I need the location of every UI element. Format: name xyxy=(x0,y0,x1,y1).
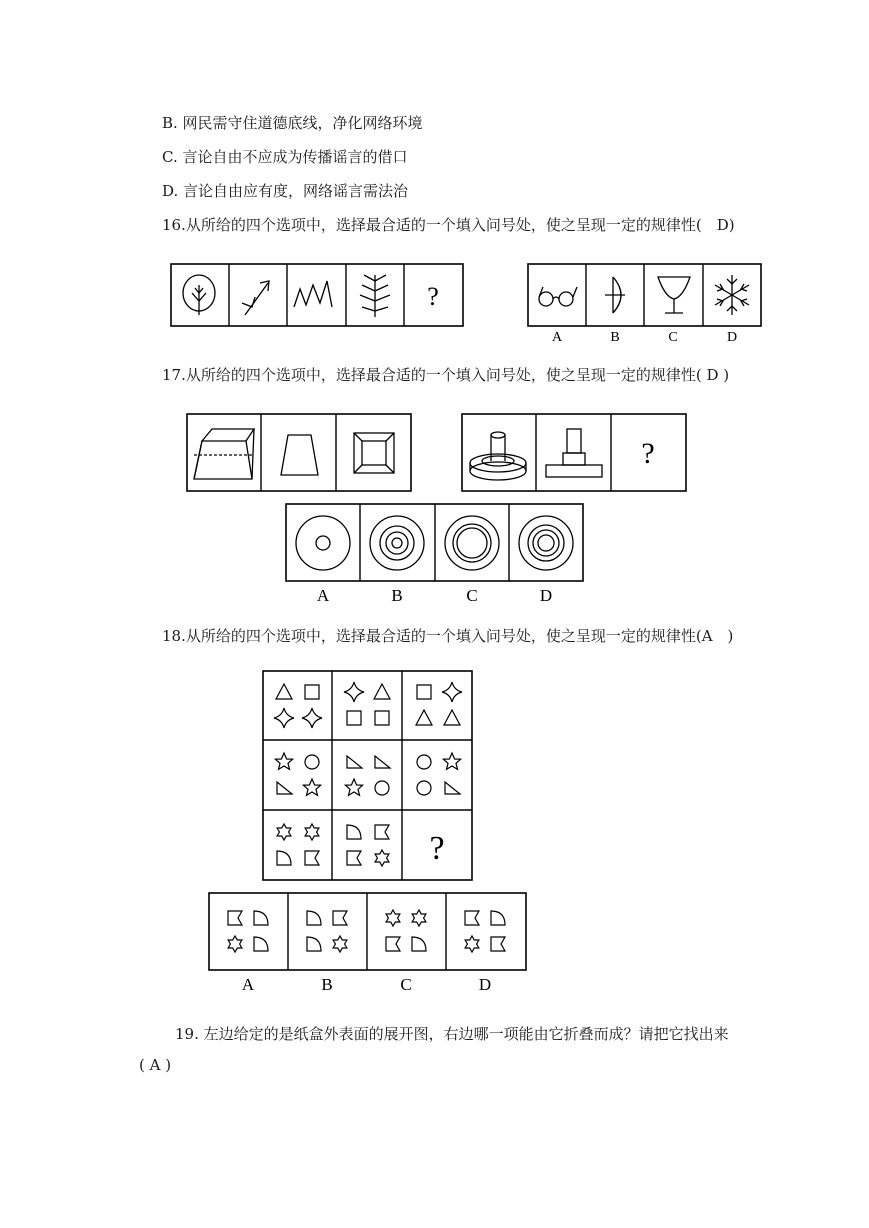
q18-options-figure xyxy=(208,892,528,996)
q18-option-b-shapes xyxy=(307,911,347,952)
trapezoid-figure xyxy=(281,435,318,475)
question-18-text: 18.从所给的四个选项中，选择最合适的一个填入问号处，使之呈现一定的规律性(A ) xyxy=(162,627,734,645)
q17-right-figure xyxy=(461,413,687,493)
frustum-top-view-figure xyxy=(354,433,394,473)
q16-question-mark: ? xyxy=(427,282,439,311)
question-17-text: 17.从所给的四个选项中，选择最合适的一个填入问号处，使之呈现一定的规律性( D ) xyxy=(162,366,730,384)
q17-question-mark: ? xyxy=(641,437,655,470)
q18-option-label-a: A xyxy=(241,975,255,994)
option-a-rings xyxy=(296,516,350,570)
q18-option-label-c: C xyxy=(400,975,412,994)
grid-cell-3-2 xyxy=(347,825,389,866)
question-19-answer: ( A ) xyxy=(139,1056,172,1074)
q18-option-label-b: B xyxy=(321,975,333,994)
option-b-rings xyxy=(370,516,424,570)
q17-left-figure xyxy=(186,413,412,493)
q18-question-mark: ? xyxy=(429,830,445,867)
q16-option-label-a: A xyxy=(551,330,563,345)
q17-option-label-c: C xyxy=(466,586,478,605)
grid-cell-2-1 xyxy=(275,753,320,795)
q16-options-figure xyxy=(527,263,763,345)
q18-grid-figure xyxy=(262,670,474,882)
question-19-text: 19. 左边给定的是纸盒外表面的展开图，右边哪一项能由它折叠而成？请把它找出来 xyxy=(175,1025,729,1043)
glasses-figure xyxy=(539,287,577,306)
q18-option-label-d: D xyxy=(478,975,492,994)
grid-cell-2-3 xyxy=(417,753,461,795)
q17-option-label-d: D xyxy=(539,586,553,605)
option-d-rings xyxy=(519,516,573,570)
option-b-text: B. 网民需守住道德底线，净化网络环境 xyxy=(162,114,423,132)
q18-option-c-shapes xyxy=(386,910,426,951)
q17-option-label-b: B xyxy=(391,586,403,605)
q16-option-label-d: D xyxy=(726,330,738,345)
frustum-3d-figure xyxy=(194,429,254,479)
wheat-figure xyxy=(360,275,390,317)
question-16-text: 16.从所给的四个选项中，选择最合适的一个填入问号处，使之呈现一定的规律性( D) xyxy=(162,216,735,234)
q18-option-a-shapes xyxy=(228,911,268,952)
zigzag-figure xyxy=(294,281,332,307)
q17-option-label-a: A xyxy=(316,586,330,605)
q18-option-d-shapes xyxy=(465,911,505,952)
bow-figure xyxy=(605,277,625,313)
grid-cell-1-2 xyxy=(344,682,390,725)
goblet-figure xyxy=(658,277,690,313)
grid-cell-1-1 xyxy=(274,684,322,728)
tree-figure xyxy=(183,275,215,315)
snowflake-figure xyxy=(715,275,749,315)
q16-option-label-b: B xyxy=(610,330,620,345)
q16-option-label-c: C xyxy=(668,330,678,345)
grid-cell-2-2 xyxy=(345,756,390,795)
option-c-rings xyxy=(445,516,499,570)
cylinder-stack-figure xyxy=(470,432,526,480)
q17-options-figure xyxy=(285,503,585,605)
q16-question-figure xyxy=(170,263,464,327)
grid-cell-3-1 xyxy=(277,824,319,865)
grid-cell-1-3 xyxy=(416,682,462,725)
option-c-text: C. 言论自由不应成为传播谣言的借口 xyxy=(162,148,408,166)
cylinder-front-view-figure xyxy=(546,429,602,477)
arrow-figure xyxy=(242,281,269,315)
option-d-text: D. 言论自由应有度，网络谣言需法治 xyxy=(162,182,409,200)
